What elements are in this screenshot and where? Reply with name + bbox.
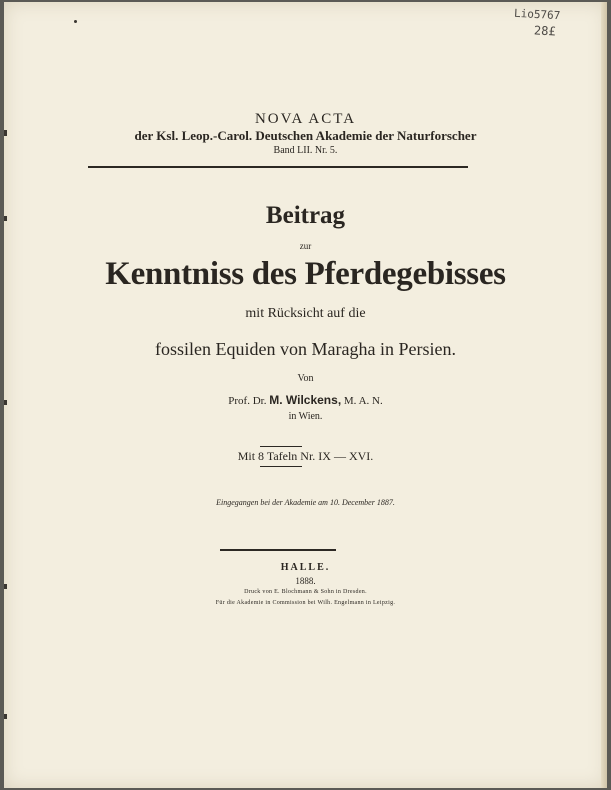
header-rule	[88, 166, 468, 168]
imprint-city: HALLE.	[280, 562, 331, 573]
author-prefix: Prof. Dr.	[228, 395, 267, 407]
author-line	[4, 393, 607, 407]
received-date: Eingegangen bei der Akademie am 10. December 1887.	[216, 498, 395, 507]
title-beitrag: Beitrag	[265, 202, 346, 229]
imprint-printer: Druck von E. Blochmann & Sohn in Dresden.	[244, 589, 367, 595]
imprint-commission: Für die Akademie in Commission bei Wilh. Engelmann in Leipzig.	[215, 600, 396, 606]
title-page	[4, 2, 607, 788]
author-von: Von	[297, 373, 314, 384]
series-title: NOVA ACTA	[254, 111, 357, 127]
plates-rule-top	[260, 446, 302, 447]
subtitle-line-1: mit Rücksicht auf die	[245, 306, 366, 321]
binding-mark	[4, 714, 7, 719]
volume-number: Band LII. Nr. 5.	[273, 145, 338, 156]
author-suffix: M. A. N.	[343, 395, 383, 407]
title-zur: zur	[299, 241, 312, 251]
handwritten-catalog-number: Lio5767	[513, 6, 561, 23]
imprint-year: 1888.	[295, 576, 316, 586]
plates-rule-bottom	[260, 466, 302, 467]
plates-info: Mit 8 Tafeln Nr. IX — XVI.	[237, 449, 374, 463]
imprint-rule	[220, 549, 336, 551]
academy-name: der Ksl. Leop.-Carol. Deutschen Akademie der Naturforscher	[134, 128, 477, 143]
dust-speck	[74, 20, 77, 23]
author-name: M. Wilckens,	[269, 393, 342, 407]
main-title: Kenntniss des Pferdegebisses	[105, 256, 506, 292]
handwritten-price: 28£	[533, 23, 557, 39]
subtitle-line-2: fossilen Equiden von Maragha in Persien.	[155, 339, 456, 359]
author-place: in Wien.	[288, 411, 323, 422]
